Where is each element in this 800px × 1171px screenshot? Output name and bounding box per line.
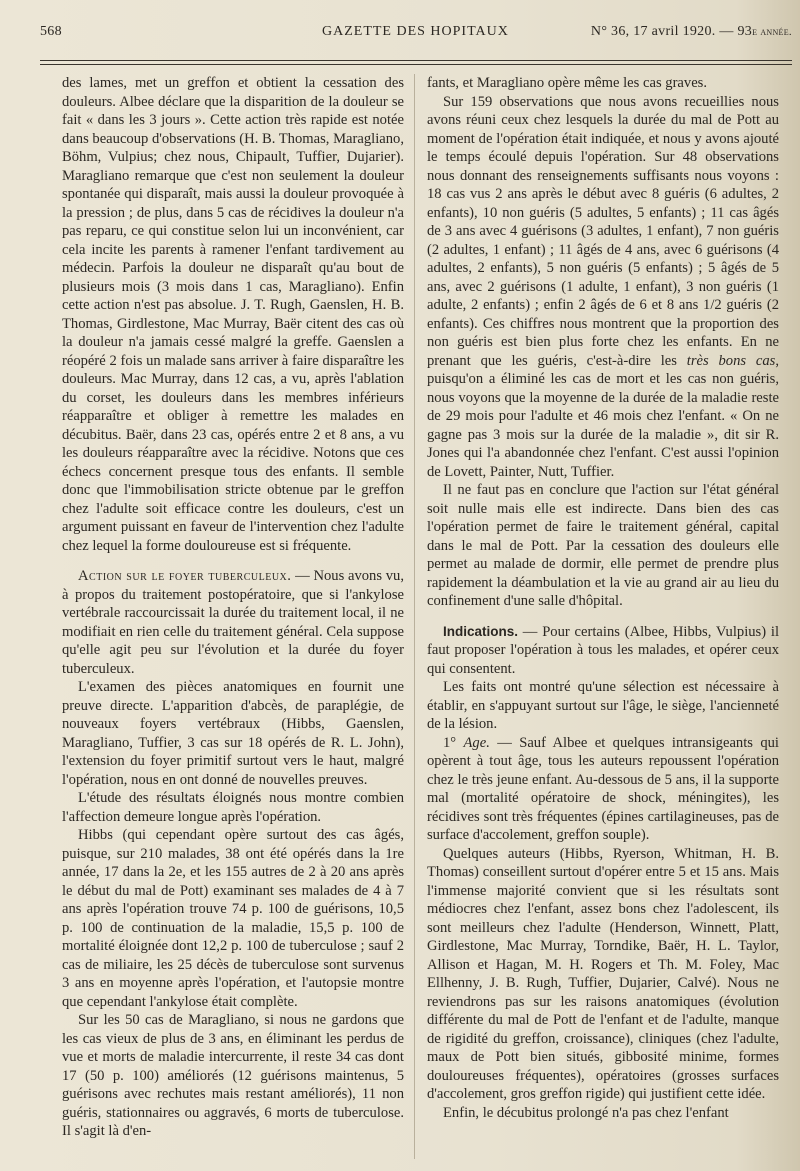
journal-title: GAZETTE DES HOPITAUX — [322, 24, 509, 39]
paragraph: Sur les 50 cas de Maragliano, si nous ne gardons que les cas vieux de plus de 3 ans, en éliminant les perdus de vue et morts de maladie intercurrente, il reste 34 cas dont 17 (50 p. 100) améliorés (12 guérisons maintenus, 5 guérisons avec rechutes mais restant améliorés), 11 non guéris, stationnaires ou aggravés, 6 morts de tuberculose. Il s'agit là d'en- — [62, 1012, 404, 1139]
list-number: 1° — [443, 734, 464, 751]
issue-info — [591, 24, 792, 40]
paragraph-text: — Nous avons vu, à propos du traitement postopératoire, que si l'ankylose vertébrale raccourcissait la durée du traitement local, il ne modifiait en rien celle du traitement général. Cela suppose qu'elle agit peu sur l'évolution et la durée du foyer tuberculeux. — [62, 568, 404, 677]
paragraph — [427, 93, 779, 482]
page-header — [40, 24, 792, 48]
paragraph: L'examen des pièces anatomiques en fournit une preuve directe. L'apparition d'abcès, de paraplégie, de nouveaux foyers vertébraux (Hibbs, Gaenslen, Maragliano, Tuffier, 3 cas sur 18 opérés de R. L. John), l'extension du foyer primitif surtout vers le haut, malgré l'opération, nous en ont donné de nouvelles preuves. — [62, 679, 404, 788]
paragraph: des lames, met un greffon et obtient la cessation des douleurs. Albee déclare que la disparition de la douleur se fait « dans les 3 jours ». Cette action très rapide est notée dans beaucoup d'observations (H. B. Thomas, Maragliano, Böhm, Vulpius; chez nous, Chipault, Tuffier, Dujarier). Maragliano remarque que c'est non seulement la douleur spontanée qui disparaît, mais aussi la douleur provoquée à la pression ; de plus, dans 5 cas de récidives la douleur n'a pas reparu, ce qui constitue selon lui un inconvénient, car cela incite les parents à ramener l'enfant tardivement au médecin. Parfois la douleur ne disparaît qu'au bout de plusieurs mois (3 mois dans 1 cas, Maragliano). Enfin cette action n'est pas absolue. J. T. Rugh, Gaenslen, H. B. Thomas, Girdlestone, Mac Murray, Baër citent des cas où la douleur n'a jamais cessé malgré la greffe. Gaenslen a réopéré 2 fois un malade sans arriver à faire disparaître les douleurs. Mac Murray, dans 12 cas, a vu, après l'ablation du corset, les douleurs dans les membres inférieurs réapparaître et obliger à remettre les malades en décubitus. Baër, dans 23 cas, opérés entre 2 et 8 ans, a vu les douleurs réapparaître avec la récidive. Notons que ces échecs concernent presque tous des enfants. Il semble donc que l'immobilisation stricte obtenue par le greffon chez l'adulte soit efficace contre les douleurs, c'est un argument puissant en faveur de l'intervention chez l'adulte chez lequel la forme douloureuse est si fréquente. — [62, 75, 404, 554]
right-column — [427, 74, 779, 1164]
paragraph-text: — Sauf Albee et quelques intransigeants qui opèrent à tout âge, tous les auteurs repoussent l'opération chez le très jeune enfant. Au-dessous de 5 ans, il la supporte mal (mortalité opératoire de shock, méningites), les récidives sont très fréquentes (épines cartilagineuses, pas de surface d'accolement, greffon souple). — [427, 734, 779, 843]
paragraph-action-foyer — [62, 567, 404, 678]
paragraph: Les faits ont montré qu'une sélection est nécessaire à établir, en s'appuyant surtout sur l'âge, le siège, l'ancienneté de la lésion. — [427, 679, 779, 732]
header-rule-bottom — [40, 64, 792, 65]
paragraph-text: , puisqu'on a éliminé les cas de mort et les cas non guéris, nous voyons que la moyenne de la durée de la maladie reste de 29 mois pour l'adulte et 46 mois chez l'enfant. « On ne gagne pas 3 mois sur la durée de la maladie », dit sir R. Jones qui l'a abandonnée chez l'enfant. C'est aussi l'opinion de Lovett, Painter, Nutt, Tuffier. — [427, 352, 779, 480]
paragraph: Hibbs (qui cependant opère surtout des cas âgés, puisque, sur 210 malades, 38 ont été opérés dans la 1re année, 17 dans la 2e, et les 155 autres de 2 à 20 ans après le début du mal de Pott) examinant ses malades de 4 à 7 ans après l'opération trouve 74 p. 100 de guérisons, 10,5 p. 100 de continuation de la maladie, 15,5 p. 100 de mortalité éloignée dont 12,2 p. 100 de tuberculose ; sauf 2 cas de miliaire, les 25 décès de tuberculose sont survenus 3 ans en moyenne après l'opération, et l'autopsie montre que cependant l'ankylose était complète. — [62, 827, 404, 1010]
column-divider — [414, 74, 415, 1159]
left-column — [62, 74, 404, 1164]
italic-phrase: très bons cas — [686, 352, 776, 369]
paragraph-text: Sur 159 observations que nous avons recueillies nous avons réuni ceux chez lesquels la durée du mal de Pott au moment de l'opération était indiquée, et nous y avons ajouté le temps écoulé depuis l'opération. Sur 48 observations nous donnant des renseignements suffisants nous voyons : 18 cas vus 2 ans après le début avec 8 guéris (6 adultes, 2 enfants), 10 non guéris (5 adultes, 5 enfants) ; 11 cas âgés de 3 ans avec 4 guérisons (3 adultes, 1 enfant), 7 non guéris (2 adultes, 1 enfant) ; 11 âgés de 4 ans, avec 6 guérisons (4 adultes, 2 enfants), 5 non guéris (5 enfants) ; 5 âgés de 5 ans, avec 2 guérisons (1 adulte, 1 enfant), 3 non guéris (1 adulte, 2 enfants) ; enfin 2 âgés de 6 et 8 ans 1/2 guéris (2 enfants). Ces chiffres nous montrent que la proportion des non guéris est bien plus forte chez les enfants. En ne prenant que les guéris, c'est-à-dire les — [427, 93, 779, 369]
page-number: 568 — [40, 24, 62, 39]
paragraph: Quelques auteurs (Hibbs, Ryerson, Whitman, H. B. Thomas) conseillent surtout d'opérer entre 5 et 15 ans. Mais l'immense majorité convient que si les résultats sont médiocres chez l'enfant, assez bons chez l'adolescent, ils sont meilleurs chez l'adulte (Henderson, Winnett, Platt, Girdlestone, Mac Murray, Torndike, Baër, H. L. Taylor, Allison et Hagan, M. H. Rogers et Th. M. Foley, Mac Ellhenny, J. B. Rugh, Tuffier, Dujarier, Calvé). Nous ne reviendrons pas sur les raisons anatomiques (évolution différente du mal de Pott de l'enfant et de l'adulte, manque de rigidité du greffon, croissance), cliniques (chez l'adulte, maux de Pott bien situés, gibbosité minime, formes douloureuses fréquentes), opératoires (grosses surfaces d'accolement, gros greffon rigide) qui justifient cette idée. — [427, 845, 779, 1102]
section-heading: Indications. — [443, 623, 519, 639]
paragraph-age — [427, 734, 779, 845]
section-heading: Action sur le foyer tuberculeux. — [78, 568, 292, 584]
issue-date: N° 36, 17 avril 1920. — 93 — [590, 24, 753, 39]
issue-year-suffix: e année. — [752, 26, 792, 38]
paragraph-indications — [427, 623, 779, 679]
subheading: Age. — [463, 734, 490, 751]
header-rule-top — [40, 60, 792, 61]
paragraph: Il ne faut pas en conclure que l'action sur l'état général soit nulle mais elle est indirecte. Dans bien des cas l'opération permet de faire le traitement général, capital dans le mal de Pott. Par la cessation des douleurs elle permet au malade de dormir, elle permet de prendre plus rapidement la déambulation et la vie au grand air au lieu du confinement d'une salle d'hôpital. — [427, 482, 779, 609]
paragraph: Enfin, le décubitus prolongé n'a pas chez l'enfant — [443, 1104, 729, 1121]
paragraph: fants, et Maragliano opère même les cas graves. — [427, 75, 708, 91]
paragraph: L'étude des résultats éloignés nous montre combien l'affection demeure longue après l'opération. — [62, 790, 404, 825]
paragraph-text: — Pour certains (Albee, Hibbs, Vulpius) il faut proposer l'opération à tous les malades, et opérer ceux qui consentent. — [427, 623, 779, 677]
